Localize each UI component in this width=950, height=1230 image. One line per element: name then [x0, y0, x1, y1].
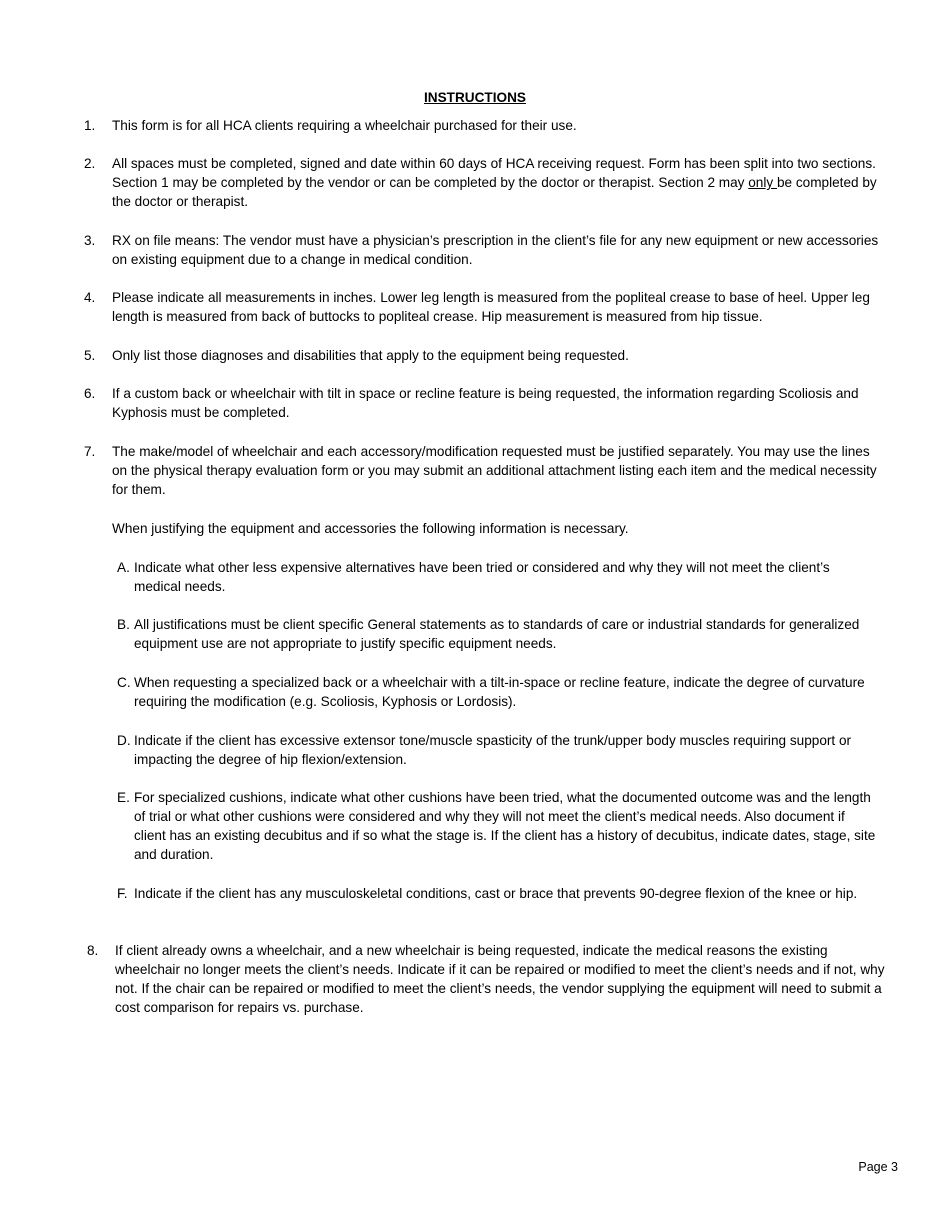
instruction-item: [84, 288, 884, 326]
instruction-item: [84, 442, 884, 499]
sub-item-text: All justifications must be client specific General statements as to standards of care or industrial standards for generalized equipment use are not appropriate to justify specific equipment needs.: [134, 617, 860, 651]
item-number: 8.: [87, 943, 99, 958]
item-text: This form is for all HCA clients requiring a wheelchair purchased for their use.: [112, 118, 577, 133]
item-number: 5.: [84, 348, 96, 363]
instruction-item: [84, 384, 884, 422]
instruction-item: [84, 346, 884, 365]
sub-item: [117, 884, 877, 903]
item-text: Please indicate all measurements in inches. Lower leg length is measured from the popliteal crease to base of heel. Upper leg length is measured from back of buttocks to popliteal crease. Hip measurement is measured from hip tissue.: [112, 290, 870, 324]
justify-intro: When justifying the equipment and accessories the following information is necessary.: [112, 521, 629, 536]
instruction-item: [87, 941, 887, 1017]
item-text: Only list those diagnoses and disabilities that apply to the equipment being requested.: [112, 348, 629, 363]
sub-item: [117, 673, 877, 711]
item-number: 2.: [84, 156, 96, 171]
item-number: 3.: [84, 233, 96, 248]
sub-item-text: Indicate if the client has any musculoskeletal conditions, cast or brace that prevents 90-degree flexion of the knee or hip.: [134, 886, 858, 901]
sub-item-text: Indicate if the client has excessive extensor tone/muscle spasticity of the trunk/upper body muscles requiring support or impacting the degree of hip flexion/extension.: [134, 733, 852, 767]
sub-item-letter: F.: [117, 886, 128, 901]
sub-item: [117, 615, 877, 653]
item-text-part: All spaces must be completed, signed and date within 60 days of HCA receiving request. Form has been split into two sections. Section 1 may be completed by the vendor or can be completed by the doctor or therapist. Section 2 may: [112, 156, 876, 190]
sub-item: [117, 788, 877, 864]
sub-item-text: For specialized cushions, indicate what other cushions have been tried, what the documented outcome was and the length of trial or what other cushions were considered and why they will not meet the client’s medical needs. Also document if client has an existing decubitus and if so what the stage is. If the client has a history of decubitus, indicate dates, stage, site and duration.: [134, 790, 876, 862]
item-text: RX on file means: The vendor must have a physician’s prescription in the client’s file for any new equipment or new accessories on existing equipment due to a change in medical condition.: [112, 233, 879, 267]
sub-item-letter: D.: [117, 733, 131, 748]
item-number: 7.: [84, 444, 96, 459]
instruction-item: [84, 154, 884, 211]
item-text: The make/model of wheelchair and each accessory/modification requested must be justified separately. You may use the lines on the physical therapy evaluation form or you may submit an additional attachment listing each item and the medical necessity for them.: [112, 444, 877, 497]
item-text: [112, 154, 884, 211]
item-number: 1.: [84, 118, 96, 133]
item-number: 4.: [84, 290, 96, 305]
sub-item-letter: E.: [117, 790, 130, 805]
underlined-word: only: [748, 175, 777, 190]
page-title: INSTRUCTIONS: [424, 90, 526, 105]
sub-item-letter: C.: [117, 675, 131, 690]
sub-item: [117, 731, 877, 769]
instruction-item: [84, 116, 884, 135]
item-text-part: be completed by the doctor or therapist.: [112, 175, 877, 209]
instruction-item: [84, 231, 884, 269]
sub-item-text: Indicate what other less expensive alternatives have been tried or considered and why they will not meet the client’s medical needs.: [134, 560, 830, 594]
sub-item: [117, 558, 877, 596]
page-number: Page 3: [858, 1160, 898, 1174]
sub-item-letter: B.: [117, 617, 130, 632]
sub-item-letter: A.: [117, 560, 130, 575]
item-text: If client already owns a wheelchair, and a new wheelchair is being requested, indicate the medical reasons the existing wheelchair no longer meets the client’s needs. Indicate if it can be repaired or modified to meet the client’s needs and if not, why not. If the chair can be repaired or modified to meet the client’s needs, the vendor supplying the equipment will need to submit a cost comparison for repairs vs. purchase.: [115, 943, 885, 1015]
item-number: 6.: [84, 386, 96, 401]
item-text: If a custom back or wheelchair with tilt in space or recline feature is being requested, the information regarding Scoliosis and Kyphosis must be completed.: [112, 386, 859, 420]
sub-item-text: When requesting a specialized back or a wheelchair with a tilt-in-space or recline feature, indicate the degree of curvature requiring the modification (e.g. Scoliosis, Kyphosis or Lordosis).: [134, 675, 865, 709]
